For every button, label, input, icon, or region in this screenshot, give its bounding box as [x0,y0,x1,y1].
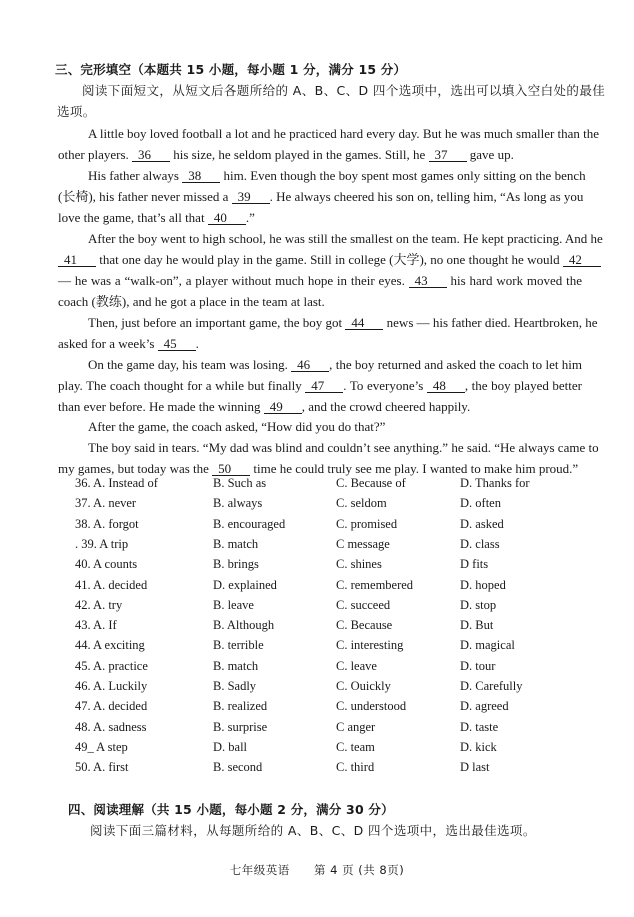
option-b: D. ball [213,739,248,754]
option-c: C. team [336,739,375,754]
passage-text: The boy said in tears. “My dad was blind and couldn’t see anything.” he said. “He always came to [88,440,599,455]
answer-blank: 50 [212,462,250,476]
option-a: . 39. A trip [75,536,129,551]
option-a: 40. A counts [75,557,138,572]
passage-text: .” [245,210,255,225]
option-b: B. match [213,536,259,551]
passage-text: other players. [58,147,133,162]
option-a: 43. A. If [75,618,117,633]
passage-line [88,357,582,373]
option-b: D. explained [213,577,277,592]
option-c: C. interesting [336,638,404,653]
passage-line [88,231,603,247]
option-a: 47. A. decided [75,699,148,714]
option-d: D. hoped [460,577,506,592]
option-b: B. match [213,658,259,673]
passage-text: . [195,336,199,351]
answer-blank: 48 [427,379,465,393]
option-b: B. Although [213,618,275,633]
answer-blank: 38 [182,169,220,183]
option-d: D. Thanks for [460,476,530,490]
section-3-instruction: 阅读下面短文，从短文后各题所给的 A、B、C、D 四个选项中，选出可以填入空白处的最佳 [82,83,606,98]
option-c: C. remembered [336,577,414,592]
option-a: 50. A. first [75,760,129,775]
option-a: 49_ A step [75,739,128,754]
option-c: C. shines [336,557,382,572]
answer-blank: 44 [345,316,383,330]
option-d: D. class [460,536,500,551]
passage-text: . To everyone’s [343,378,427,393]
option-b: B. terrible [213,638,264,653]
passage-line [58,210,582,226]
passage-text: play. The coach thought for a while but finally [58,378,306,393]
passage-text: Then, just before an important game, the boy got [88,315,346,330]
passage-line [88,126,600,142]
option-d: D. kick [460,739,497,754]
section-3-instruction-cont: 选项。 [57,104,96,119]
passage-text: asked for a week’s [58,336,158,351]
answer-blank: 36 [132,148,170,162]
option-d: D. stop [460,597,497,612]
option-b: B. Such as [213,476,267,490]
option-d: D. magical [460,638,515,653]
passage-line [58,399,582,415]
passage-line [58,189,582,205]
answer-blank: 39 [232,190,270,204]
passage-line [58,147,582,163]
passage-text: his size, he seldom played in the games. Still, he [170,147,429,162]
passage-line [88,440,599,456]
passage-line [58,336,582,352]
passage-line [58,294,582,310]
passage-text: love the game, that’s all that [58,210,208,225]
option-c: C. Because [336,618,393,633]
option-d: D last [460,760,490,775]
option-d: D. taste [460,719,499,734]
passage-text: His father always [88,168,183,183]
passage-text: his hard work moved the [446,273,582,288]
option-c: C. seldom [336,496,387,511]
option-b: B. always [213,496,263,511]
option-c: C message [336,536,390,551]
passage-text: coach (教练), and he got a place in the team at last. [58,294,325,309]
option-b: B. brings [213,557,259,572]
passage-text: , the boy returned and asked the coach to let him [329,357,582,372]
option-a: 44. A exciting [75,638,145,653]
passage-line [58,252,582,268]
passage-text: — he was a “walk-on”, a player without much hope in their eyes. [58,273,409,288]
option-a: 45. A. practice [75,658,148,673]
passage-text: time he could truly see me play. I wanted to make him proud.” [250,461,579,476]
answer-blank: 45 [158,337,196,351]
answer-blank: 41 [58,253,96,267]
section-4-instruction: 阅读下面三篇材料，从每题所给的 A、B、C、D 四个选项中，选出最佳选项。 [90,823,536,838]
passage-line [58,461,582,477]
option-d: D. asked [460,516,504,531]
section-4-heading: 四、阅读理解（共 15 小题，每小题 2 分，满分 30 分） [68,802,394,817]
option-c: C. Because of [336,476,406,490]
option-c: C. leave [336,658,377,673]
passage-text: my games, but today was the [58,461,213,476]
option-c: C. succeed [336,597,391,612]
option-a: 37. A. never [75,496,137,511]
passage-text: that one day he would play in the game. Still in college (大学), no one thought he would [96,252,563,267]
option-a: 38. A. forgot [75,516,139,531]
option-b: B. encouraged [213,516,286,531]
answer-blank: 49 [264,400,302,414]
passage-text: than ever before. He made the winning [58,399,264,414]
page-footer [0,862,634,878]
passage-text: . He always cheered his son on, telling him, “As long as you [269,189,584,204]
option-d: D. Carefully [460,679,523,693]
passage-text: him. Even though the boy spent most games only sitting on the bench [220,168,586,183]
footer-subject: 七年级英语 [229,863,290,877]
passage-text: gave up. [466,147,514,162]
option-d: D. agreed [460,699,509,714]
footer-page-number: 第 4 页 (共 8页) [313,863,405,877]
answer-blank: 47 [305,379,343,393]
option-a: 41. A. decided [75,577,148,592]
passage-text: (长椅), his father never missed a [58,189,232,204]
section-3-heading: 三、完形填空（本题共 15 小题，每小题 1 分，满分 15 分） [55,62,407,77]
passage-line [88,315,598,331]
passage-text: news — his father died. Heartbroken, he [383,315,598,330]
option-d: D fits [460,557,489,572]
passage-text: After the boy went to high school, he was still the smallest on the team. He kept practicing. And he [88,231,603,246]
option-c: C. Ouickly [336,679,391,693]
option-c: C. understood [336,699,407,714]
option-d: D. tour [460,658,496,673]
answer-blank: 42 [563,253,601,267]
passage-text: A little boy loved football a lot and he practiced hard every day. But he was much smaller than the [88,126,600,141]
passage-line [58,273,582,289]
answer-blank: 40 [208,211,246,225]
passage-text: , the boy played better [464,378,583,393]
option-b: B. Sadly [213,679,257,693]
passage-line [88,419,582,435]
answer-blank: 46 [291,358,329,372]
option-a: 42. A. try [75,597,123,612]
passage-line [88,168,586,184]
option-c: C. promised [336,516,398,531]
option-b: B. leave [213,597,254,612]
option-a: 36. A. Instead of [75,476,158,490]
passage-text: After the game, the coach asked, “How did you do that?” [88,419,386,434]
answer-blank: 43 [409,274,447,288]
passage-text: , and the crowd cheered happily. [301,399,471,414]
option-d: D. But [460,618,494,633]
option-b: B. surprise [213,719,268,734]
option-b: B. realized [213,699,268,714]
option-b: B. second [213,760,263,775]
option-a: 46. A. Luckily [75,679,148,693]
option-c: C anger [336,719,376,734]
option-a: 48. A. sadness [75,719,147,734]
passage-text: On the game day, his team was losing. [88,357,292,372]
option-d: D. often [460,496,501,511]
answer-blank: 37 [429,148,467,162]
passage-line [58,378,582,394]
option-c: C. third [336,760,375,775]
